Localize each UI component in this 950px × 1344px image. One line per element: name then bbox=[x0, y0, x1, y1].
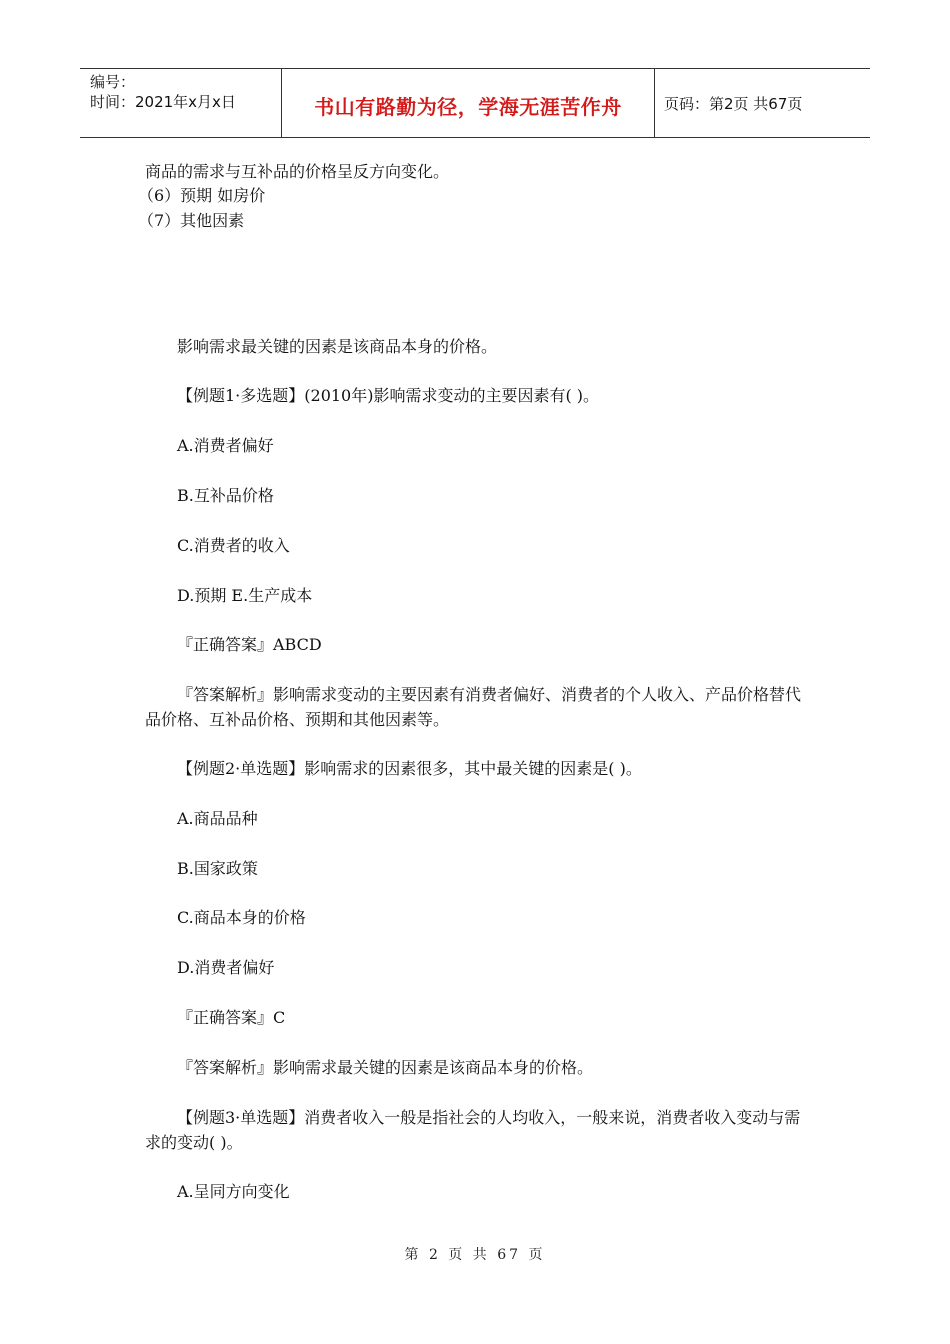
example2-option-b: B.国家政策 bbox=[177, 859, 258, 878]
page-footer: 第 2 页 共 67 页 bbox=[404, 1247, 546, 1263]
intro-line-2: （6）预期 如房价 bbox=[138, 186, 266, 205]
header-page-cell bbox=[655, 69, 870, 137]
motto-text: 书山有路勤为径，学海无涯苦作舟 bbox=[314, 95, 622, 119]
intro-line-1: 商品的需求与互补品的价格呈反方向变化。 bbox=[145, 162, 450, 181]
example1-option-c: C.消费者的收入 bbox=[177, 536, 290, 555]
example2-question: 【例题2·单选题】影响需求的因素很多，其中最关键的因素是( )。 bbox=[177, 759, 642, 778]
example1-question: 【例题1·多选题】(2010年)影响需求变动的主要因素有( )。 bbox=[177, 386, 600, 405]
example1-answer: 『正确答案』ABCD bbox=[177, 635, 322, 654]
example1-option-a: A.消费者偏好 bbox=[177, 436, 274, 455]
intro-line-3: （7）其他因素 bbox=[138, 211, 245, 230]
example2-option-a: A.商品品种 bbox=[177, 809, 258, 828]
number-label: 编号： bbox=[90, 73, 136, 91]
example3-option-a: A.呈同方向变化 bbox=[177, 1182, 290, 1201]
page-code: 页码：第2页 共67页 bbox=[664, 95, 803, 113]
time-label: 时间：2021年x月x日 bbox=[90, 93, 236, 111]
example2-option-d: D.消费者偏好 bbox=[177, 958, 275, 977]
key-sentence: 影响需求最关键的因素是该商品本身的价格。 bbox=[177, 337, 498, 356]
example1-analysis: 『答案解析』影响需求变动的主要因素有消费者偏好、消费者的个人收入、产品价格替代品价格、互补品价格、预期和其他因素等。 bbox=[145, 685, 802, 729]
page-header bbox=[80, 68, 870, 138]
example2-answer: 『正确答案』C bbox=[177, 1008, 286, 1027]
example1-option-de: D.预期 E.生产成本 bbox=[177, 586, 313, 605]
header-motto-cell bbox=[282, 69, 655, 137]
header-meta-cell bbox=[80, 69, 282, 137]
example2-analysis: 『答案解析』影响需求最关键的因素是该商品本身的价格。 bbox=[177, 1058, 594, 1077]
example3-question: 【例题3·单选题】消费者收入一般是指社会的人均收入，一般来说，消费者收入变动与需求的变动( )。 bbox=[145, 1108, 801, 1152]
example1-option-b: B.互补品价格 bbox=[177, 486, 274, 505]
example2-option-c: C.商品本身的价格 bbox=[177, 908, 306, 927]
